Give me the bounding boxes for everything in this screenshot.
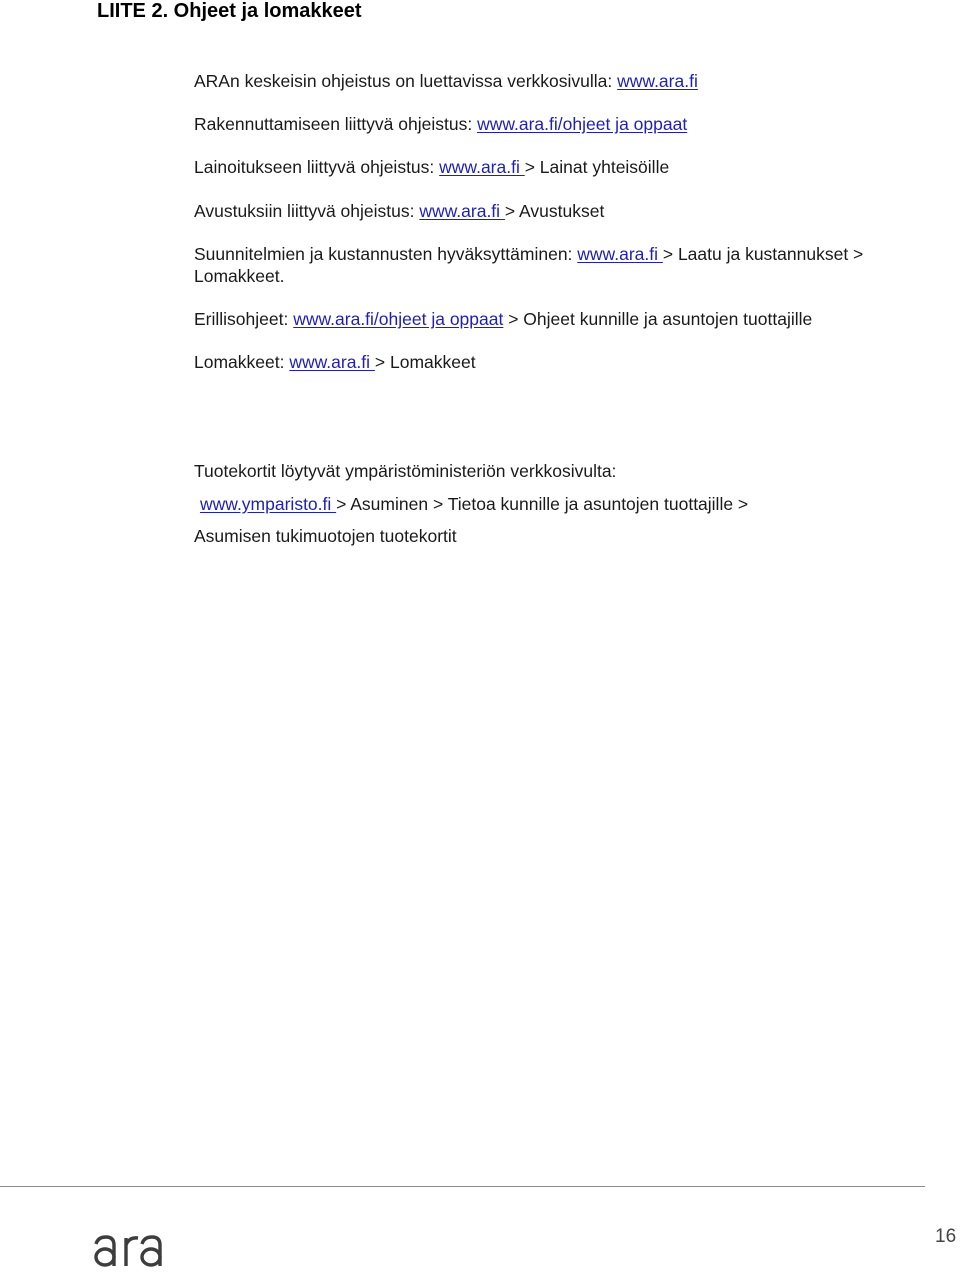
line-label: Rakennuttamiseen liittyvä ohjeistus: xyxy=(194,114,478,134)
line-path: > Lomakkeet xyxy=(374,352,476,372)
guide-line-main xyxy=(194,70,698,92)
link-ymparisto-fi[interactable]: www.ymparisto.fi xyxy=(200,494,337,514)
line-path: > Ohjeet kunnille ja asuntojen tuottajille xyxy=(503,309,813,329)
link-ara-fi[interactable]: www.ara.fi xyxy=(289,352,375,372)
guide-line-loans xyxy=(194,156,669,178)
page-number: 16 xyxy=(935,1226,957,1247)
product-cards-line xyxy=(200,493,748,515)
line-path: > Lainat yhteisöille xyxy=(524,157,670,177)
line-label: ARAn keskeisin ohjeistus on luettavissa verkkosivulla: xyxy=(194,71,618,91)
link-ara-fi[interactable]: www.ara.fi xyxy=(577,244,663,264)
line-label: Lomakkeet: xyxy=(194,352,290,372)
line-path: > Avustukset xyxy=(504,201,605,221)
guide-line-grants xyxy=(194,200,604,222)
link-ara-fi[interactable]: www.ara.fi xyxy=(439,157,525,177)
line-label: Suunnitelmien ja kustannusten hyväksyttäminen: xyxy=(194,244,578,264)
guide-line-approval-continued: Lomakkeet. xyxy=(194,266,285,286)
product-cards-intro: Tuotekortit löytyvät ympäristöministeriön verkkosivulta: xyxy=(194,461,617,481)
guide-line-building xyxy=(194,113,687,135)
link-ara-fi[interactable]: www.ara.fi xyxy=(419,201,505,221)
ara-logo xyxy=(92,1226,167,1268)
guide-line-separate xyxy=(194,308,812,330)
line-label: Avustuksiin liittyvä ohjeistus: xyxy=(194,201,420,221)
link-ara-ohjeet[interactable]: www.ara.fi/ohjeet ja oppaat xyxy=(293,309,504,329)
line-path: > Laatu ja kustannukset > xyxy=(662,244,864,264)
line-label: Lainoitukseen liittyvä ohjeistus: xyxy=(194,157,440,177)
line-path: > Asuminen > Tietoa kunnille ja asuntojen tuottajille > xyxy=(336,494,749,514)
page-title: LIITE 2. Ohjeet ja lomakkeet xyxy=(97,0,362,22)
line-label: Erillisohjeet: xyxy=(194,309,294,329)
link-ara-fi[interactable]: www.ara.fi xyxy=(617,71,698,91)
guide-line-forms xyxy=(194,351,476,373)
guide-line-approval xyxy=(194,243,863,265)
link-ara-ohjeet[interactable]: www.ara.fi/ohjeet ja oppaat xyxy=(477,114,688,134)
footer-divider xyxy=(0,1186,925,1187)
product-cards-continued: Asumisen tukimuotojen tuotekortit xyxy=(194,526,457,546)
